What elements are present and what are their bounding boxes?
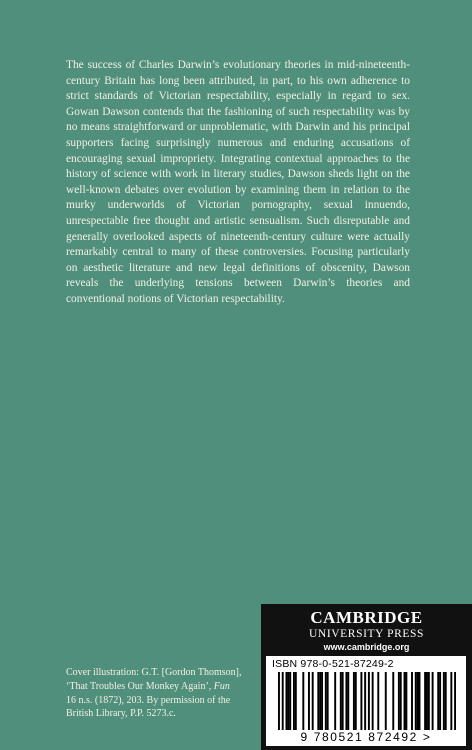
barcode-bar	[432, 672, 434, 730]
barcode-bar	[364, 672, 366, 730]
barcode-bar	[312, 672, 314, 730]
barcode-bar	[398, 672, 400, 730]
barcode-bar	[454, 672, 456, 730]
barcode-bar	[278, 672, 280, 730]
barcode-bar	[327, 672, 329, 730]
publisher-subtitle: UNIVERSITY PRESS	[309, 628, 424, 640]
barcode-bar	[355, 672, 357, 730]
barcode-digits: 9 780521 872492 >	[300, 730, 432, 744]
back-cover-blurb: The success of Charles Darwin’s evolutionary theories in mid-nineteenth-century Britain has long been attributed, in part, to his own adherence to strict standards of Victorian respectability, especially in regard to sex. Gowan Dawson contends that the fashioning of such respectability was by no means straightforward or unproblematic, with Darwin and his principal supporters facing surprisingly numerous and enduring accusations of encouraging sexual impropriety. Integrating contextual approaches to the history of science with work in literary studies, Dawson sheds light on the well-known debates over evolution by examining them in relation to the murky underworlds of Victorian pornography, sexual innuendo, unrespectable free thought and artistic sensualism. Such disreputable and generally overlooked aspects of nineteenth-century culture were actually remarkably central to many of these controversies. Focusing particularly on aesthetic literature and new legal definitions of obscenity, Dawson reveals the underlying tensions between Darwin’s theories and conventional notions of Victorian respectability.	[66, 59, 410, 305]
barcode-bar	[319, 672, 321, 730]
barcode-bar	[404, 672, 406, 730]
cover-illustration-credit	[66, 666, 266, 721]
barcode-bar	[419, 672, 421, 730]
credit-line-2	[66, 680, 266, 694]
barcode-bar	[372, 672, 374, 730]
barcode-bar	[400, 672, 402, 730]
barcode-bar	[321, 672, 323, 730]
barcode-bar	[302, 672, 304, 730]
credit-line-2-text: ‘That Troubles Our Monkey Again’,	[66, 680, 212, 692]
publisher-name: CAMBRIDGE	[310, 608, 423, 627]
barcode-graphic	[278, 672, 456, 730]
barcode-bar	[289, 672, 291, 730]
barcode-bar	[368, 672, 370, 730]
publisher-url: www.cambridge.org	[323, 642, 410, 652]
credit-line-1: Cover illustration: G.T. [Gordon Thomson],	[66, 667, 242, 678]
barcode-bar	[439, 672, 441, 730]
credit-line-4: British Library, P.P. 5273.c.	[66, 708, 176, 720]
publisher-block	[261, 604, 472, 750]
barcode-bar	[450, 672, 452, 730]
barcode-bar	[340, 672, 342, 730]
barcode-bar	[426, 672, 428, 730]
barcode-bar	[282, 672, 284, 730]
barcode-bar	[345, 672, 347, 730]
barcode-bar	[325, 672, 327, 730]
barcode-bar	[411, 672, 413, 730]
barcode-bar	[342, 672, 344, 730]
barcode-bar	[437, 672, 439, 730]
barcode-bar	[377, 672, 379, 730]
barcode-bar	[293, 672, 295, 730]
barcode-bar	[360, 672, 362, 730]
barcode-panel	[266, 656, 466, 746]
credit-journal-title: Fun	[213, 680, 230, 692]
barcode-bar	[445, 672, 447, 730]
barcode-bar	[443, 672, 445, 730]
barcode-bar	[385, 672, 387, 730]
barcode-bar	[405, 672, 407, 730]
barcode-bar	[415, 672, 417, 730]
barcode-bar	[392, 672, 394, 730]
barcode-bar	[353, 672, 355, 730]
barcode-bar	[287, 672, 289, 730]
barcode-bar	[417, 672, 419, 730]
barcode-bar	[347, 672, 349, 730]
barcode-bar	[334, 672, 336, 730]
barcode-bar	[317, 672, 319, 730]
credit-line-3: 16 n.s. (1872), 203. By permission of the	[66, 694, 231, 706]
barcode-bar	[308, 672, 310, 730]
barcode-bar	[428, 672, 430, 730]
isbn-label: ISBN 978-0-521-87249-2	[272, 658, 394, 670]
barcode-bar	[424, 672, 426, 730]
barcode-bar	[285, 672, 287, 730]
barcode-bar	[295, 672, 297, 730]
